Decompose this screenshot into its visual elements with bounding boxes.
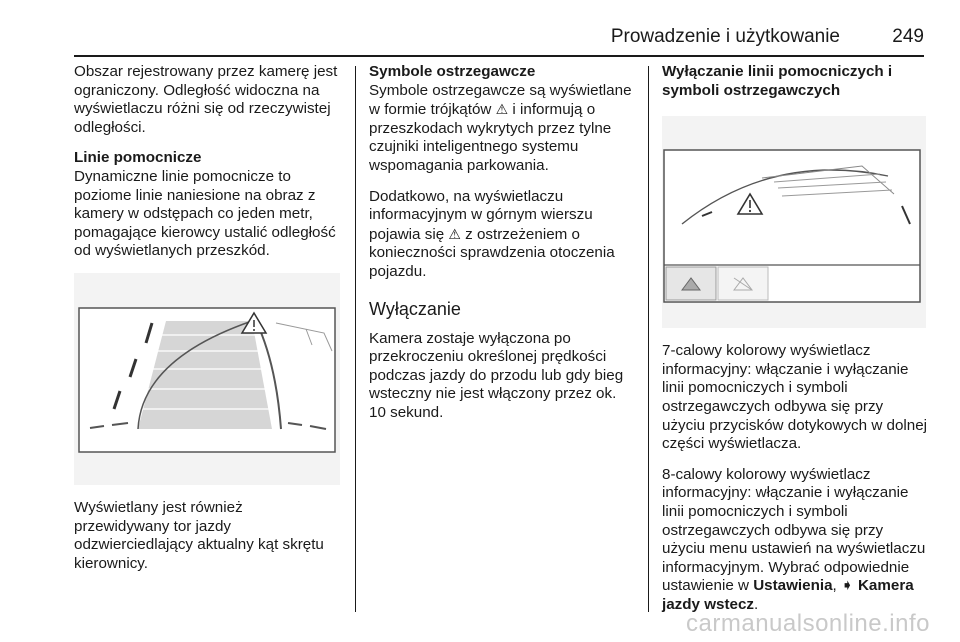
separator: . bbox=[754, 595, 759, 613]
page-header-title: Prowadzenie i użytkowanie bbox=[610, 26, 840, 47]
warning-triangle-icon: ⚠ bbox=[448, 225, 461, 242]
section-heading: Wyłączanie linii pomocniczych i symboli ostrzegawczych bbox=[662, 63, 893, 99]
page-number: 249 bbox=[892, 26, 924, 47]
section-heading-large: Wyłączanie bbox=[369, 298, 461, 319]
text: 8-calowy kolorowy wyświetlacz informacyjny: włączanie i wyłączanie linii pomocniczych i symboli ostrzegawczych odbywa się przy użyciu menu ustawień na wyświetlaczu informacyjnym. Wybrać odpowiednie ustawienie w bbox=[662, 465, 926, 595]
text: Symbole ostrzegawcze są wyświetlane w formie trójkątów bbox=[369, 81, 632, 119]
column-divider bbox=[355, 66, 356, 612]
column-3 bbox=[662, 63, 928, 627]
camera-guidelines-figure bbox=[74, 273, 340, 485]
paragraph bbox=[369, 188, 635, 282]
paragraph: 7-calowy kolorowy wyświetlacz informacyjny: włączanie i wyłączanie linii pomocniczych i symboli ostrzegawczych odbywa się przy użyciu przycisków dotykowych w dolnej części wyświetlacza. bbox=[662, 342, 928, 453]
paragraph: Dynamiczne linie pomocnicze to poziome linie naniesione na obraz z kamery w odstępach co jeden metr, pomagające kierowcy ustalić odległość od wyświetlanych przeszkód. bbox=[74, 167, 336, 260]
text: i informują o przeszkodach wykrytych przez tylne czujniki inteligentnego systemu wspomagania parkowania. bbox=[369, 101, 612, 174]
figure-caption: Wyświetlany jest również przewidywany tor jazdy odzwierciedlający aktualny kąt skrętu kierownicy. bbox=[74, 498, 324, 572]
column-1 bbox=[74, 63, 342, 585]
menu-path-settings: Ustawienia bbox=[753, 577, 833, 595]
camera-toggle-figure bbox=[662, 116, 926, 328]
paragraph: Obszar rejestrowany przez kamerę jest ograniczony. Odległość widoczna na wyświetlaczu różni się od rzeczywistej odległości. bbox=[74, 63, 338, 136]
section-heading: Linie pomocnicze bbox=[74, 149, 202, 167]
column-divider bbox=[648, 66, 649, 612]
column-2 bbox=[369, 63, 635, 435]
text: Dodatkowo, na wyświetlaczu informacyjnym w górnym wierszu pojawia się bbox=[369, 187, 593, 243]
menu-path-rear-camera: Kamera jazdy wstecz bbox=[662, 577, 914, 613]
warning-triangle-icon: ⚠ bbox=[495, 101, 509, 118]
paragraph bbox=[369, 82, 635, 176]
text: z ostrzeżeniem o konieczności sprawdzenia otoczenia pojazdu. bbox=[369, 225, 615, 280]
separator: , bbox=[832, 577, 837, 595]
arrow-right-icon: ➧ bbox=[841, 577, 854, 595]
paragraph bbox=[662, 466, 928, 615]
watermark: carmanualsonline.info bbox=[686, 610, 930, 637]
section-heading: Symbole ostrzegawcze bbox=[369, 63, 536, 80]
paragraph: Kamera zostaje wyłączona po przekroczeniu określonej prędkości podczas jazdy do przodu lub gdy bieg wsteczny nie jest włączony przez ok. 10 sekund. bbox=[369, 329, 624, 421]
header-divider bbox=[74, 55, 924, 57]
